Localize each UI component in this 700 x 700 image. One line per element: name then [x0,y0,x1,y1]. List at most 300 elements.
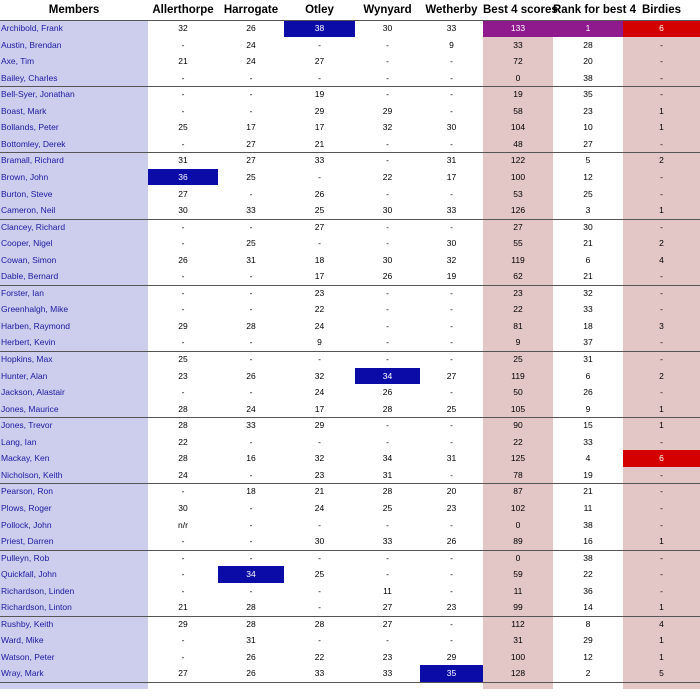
harrogate-cell: 17 [246,122,256,133]
rank-cell: 25 [583,188,593,199]
rank-cell: 33 [583,436,593,447]
table-row [0,103,700,120]
rank-cell: 5 [585,155,591,166]
table-row [0,384,700,401]
best-4-cell: 0 [515,519,521,530]
wetherby-cell: - [450,387,453,398]
rank-cell: 21 [583,271,593,282]
group-divider [0,219,700,220]
otley-cell: - [318,354,321,364]
member-name[interactable]: Jones, Maurice [1,403,59,414]
wynyard-cell: - [386,238,389,249]
group-divider [0,550,700,551]
rank-cell: 22 [583,569,593,580]
wetherby-cell: 35 [420,665,483,682]
member-name[interactable]: Mackay, Ken [1,453,50,464]
birdies-header: Birdies [642,4,681,16]
best-4-cell: 25 [513,354,523,364]
wynyard-cell: 27 [382,618,393,629]
allerthorpe-cell: 25 [178,122,188,133]
harrogate-cell: - [249,536,253,547]
member-name[interactable]: Ward, Mike [1,635,44,646]
otley-cell: - [318,585,321,596]
rank-cell: 12 [583,171,593,182]
rank-cell: 4 [585,453,591,464]
best-4-cell: 125 [510,453,526,464]
otley-cell: - [318,635,321,646]
best-4-cell: 23 [513,287,523,298]
harrogate-cell: 31 [246,254,256,265]
member-name[interactable]: Clancey, Richard [1,221,66,232]
wynyard-cell: - [386,72,389,83]
otley-cell: 24 [314,320,325,331]
birdies-cell: - [660,271,663,282]
group-divider [0,86,700,87]
birdies-cell: - [660,138,663,149]
wetherby-cell: - [450,337,453,348]
allerthorpe-cell: - [181,89,185,100]
wynyard-cell: - [386,304,389,315]
member-name[interactable]: Dable, Bernard [1,271,59,282]
rank-cell: 14 [583,602,593,613]
table-row [0,533,700,550]
wetherby-cell: 27 [446,370,457,381]
harrogate-cell: - [249,436,253,447]
table-row [0,517,700,534]
member-name[interactable]: Harben, Raymond [1,320,70,331]
allerthorpe-cell: 36 [148,169,218,186]
wynyard-cell: 28 [382,486,393,497]
member-name[interactable]: Pearson, Ron [1,486,53,497]
wynyard-cell: - [386,188,389,199]
otley-cell: 21 [314,486,325,497]
rank-cell: 29 [583,635,593,646]
best-4-cell: 100 [510,171,526,182]
birdies-cell: - [660,569,663,580]
table-row [0,583,700,600]
wynyard-cell: - [386,320,389,331]
best-4-cell: 104 [510,122,526,133]
member-name[interactable]: Wray, Mark [1,668,44,679]
member-name[interactable]: Hopkins, Max [1,354,53,364]
member-name[interactable]: Nicholson, Keith [1,469,63,480]
wynyard-cell: 23 [382,651,393,662]
wetherby-cell: 30 [446,238,457,249]
best-4-cell: 128 [510,668,526,679]
harrogate-cell: 26 [246,668,256,679]
table-row [0,186,700,203]
best-4-cell: 90 [513,420,523,431]
rank-cell: 3 [585,205,591,216]
harrogate-cell: - [249,221,253,232]
birdies-cell: - [660,502,663,513]
best-4-cell: 105 [510,403,526,414]
table-row [0,202,700,219]
table-row [0,268,700,285]
member-name[interactable]: Priest, Darren [1,536,54,547]
allerthorpe-cell: - [181,552,185,563]
member-name[interactable]: Forster, Ian [1,287,44,298]
member-name[interactable]: Rushby, Keith [1,618,54,629]
otley-cell: 27 [314,56,325,67]
allerthorpe-cell: 23 [178,370,188,381]
table-row [0,86,700,103]
harrogate-cell: 16 [246,453,256,464]
harrogate-cell: 27 [246,155,256,166]
table-row [0,301,700,318]
allerthorpe-cell: n/r [178,519,188,530]
rank-cell: 6 [585,370,591,381]
wynyard-cell: 34 [382,453,393,464]
otley-header: Otley [305,4,334,16]
wetherby-cell: 30 [446,122,457,133]
wynyard-cell: 25 [382,502,393,513]
best-4-cell: 133 [483,20,553,37]
wynyard-cell: - [386,89,389,100]
otley-cell: - [318,72,321,83]
wynyard-cell: - [386,155,389,166]
rank-cell: 18 [583,320,593,331]
allerthorpe-cell: - [181,138,185,149]
birdies-cell: - [660,387,663,398]
allerthorpe-cell: 28 [178,403,188,414]
wetherby-cell: 17 [446,171,457,182]
wetherby-cell: 9 [449,39,454,50]
member-name[interactable]: Cowan, Simon [1,254,57,265]
otley-cell: 33 [314,155,325,166]
otley-cell: 26 [314,188,325,199]
wetherby-cell: 23 [446,502,457,513]
wetherby-cell: - [450,635,453,646]
harrogate-cell: - [249,354,253,364]
table-row [0,318,700,335]
otley-cell: - [318,39,321,50]
group-divider [0,20,700,21]
wetherby-cell: - [450,221,453,232]
harrogate-cell: - [249,89,253,100]
otley-cell: 29 [314,420,325,431]
best-4-cell: 19 [513,89,523,100]
harrogate-cell: 26 [246,651,256,662]
wetherby-cell: - [450,585,453,596]
wynyard-cell: - [386,569,389,580]
allerthorpe-cell: - [181,271,185,282]
otley-cell: - [318,519,321,530]
member-name[interactable]: Herbert, Kevin [1,337,56,348]
allerthorpe-cell: 22 [178,436,188,447]
rank-cell: 2 [585,668,591,679]
birdies-cell: - [660,39,663,50]
harrogate-cell: - [249,287,253,298]
harrogate-cell: 33 [246,420,256,431]
table-row [0,152,700,169]
wetherby-cell: - [450,56,453,67]
table-row [0,53,700,70]
member-name[interactable]: Boast, Mark [1,105,47,116]
otley-cell: 22 [314,304,325,315]
member-name[interactable]: Jones, Trevor [1,420,53,431]
best-4-cell: 87 [513,486,523,497]
best-4-cell: 72 [513,56,523,67]
wynyard-cell: 31 [382,469,393,480]
rank-cell: 12 [583,651,593,662]
wetherby-cell: - [450,105,453,116]
otley-cell: - [318,436,321,447]
best-4-cell: 22 [513,304,523,315]
otley-cell: 23 [314,469,325,480]
group-divider [0,285,700,286]
member-name[interactable]: Lang, Ian [1,436,37,447]
harrogate-cell: 34 [218,566,284,583]
otley-cell: 38 [284,20,355,37]
allerthorpe-cell: 26 [178,254,188,265]
best-4-cell: 119 [511,254,525,265]
birdies-cell: 2 [659,155,664,166]
harrogate-cell: 24 [246,56,256,67]
member-name[interactable]: Axe, Tim [1,56,35,67]
harrogate-cell: 24 [246,39,256,50]
wynyard-cell: 32 [382,122,393,133]
table-row [0,368,700,385]
wynyard-cell: - [386,420,389,431]
wynyard-cell: - [386,39,389,50]
harrogate-cell: 28 [246,618,256,629]
harrogate-cell: - [249,469,253,480]
wynyard-cell: - [386,519,389,530]
allerthorpe-cell: - [181,221,185,232]
otley-cell: 30 [314,536,325,547]
group-divider [0,417,700,418]
wetherby-cell: - [450,320,453,331]
allerthorpe-cell: - [181,337,185,348]
member-name[interactable]: Hunter, Alan [1,370,48,381]
member-name[interactable]: Cooper, Nigel [1,238,53,249]
table-row [0,566,700,583]
birdies-cell: 1 [659,602,664,613]
otley-cell: 18 [314,254,325,265]
member-name[interactable]: Bramall, Richard [1,155,64,166]
member-name[interactable]: Watson, Peter [1,651,55,662]
otley-cell: 22 [314,651,325,662]
rank-cell: 6 [585,254,591,265]
birdies-cell: - [660,171,663,182]
allerthorpe-cell: 28 [178,453,188,464]
table-row [0,500,700,517]
table-row [0,401,700,418]
member-name[interactable]: Cameron, Neil [1,205,56,216]
birdies-cell: - [660,72,663,83]
otley-cell: 32 [314,370,325,381]
wynyard-header: Wynyard [363,4,412,16]
member-name[interactable]: Burton, Steve [1,188,53,199]
harrogate-cell: 25 [246,238,256,249]
table-row [0,285,700,302]
birdies-cell: 4 [659,254,664,265]
table-row [0,467,700,484]
table-row [0,119,700,136]
member-name[interactable]: Pollock, John [1,519,52,530]
otley-cell: - [318,238,321,249]
otley-cell: 21 [314,138,325,149]
member-name[interactable]: Austin, Brendan [1,39,62,50]
otley-cell: 23 [314,287,325,298]
member-name[interactable]: Bell-Syer, Jonathan [1,89,75,100]
wetherby-cell: 32 [446,254,457,265]
allerthorpe-cell: - [181,536,185,547]
allerthorpe-cell: 31 [178,155,188,166]
wetherby-cell: 25 [446,403,457,414]
table-row [0,252,700,269]
harrogate-cell: - [249,304,253,315]
birdies-cell: 1 [659,420,664,431]
member-name[interactable]: Greenhalgh, Mike [1,304,69,315]
otley-cell: 17 [314,122,325,133]
best-4-cell: 99 [513,602,523,613]
best-4-cell: 119 [511,370,525,381]
wetherby-cell: 19 [446,271,457,282]
best-4-scores-header: Best 4 scores [483,4,558,16]
harrogate-cell: - [249,271,253,282]
wynyard-cell: - [386,287,389,298]
wetherby-cell: - [450,354,453,364]
harrogate-cell: 26 [246,370,256,381]
birdies-cell: 6 [623,450,700,467]
rank-cell: 9 [585,403,591,414]
wynyard-cell: 30 [382,23,393,33]
member-name[interactable]: Pulleyn, Rob [1,552,50,563]
allerthorpe-cell: - [181,387,185,398]
birdies-cell: 1 [659,105,664,116]
birdies-cell: - [660,486,663,497]
wynyard-cell: 34 [355,368,420,385]
wetherby-cell: 26 [446,536,457,547]
allerthorpe-cell: - [181,39,185,50]
wetherby-cell: 31 [446,155,457,166]
wynyard-cell: 30 [382,254,393,265]
best-4-cell: 50 [513,387,523,398]
rank-cell: 8 [585,618,591,629]
allerthorpe-cell: - [181,105,185,116]
wynyard-cell: 26 [382,271,393,282]
member-name[interactable]: Quickfall, John [1,569,57,580]
table-row [0,219,700,236]
table-row [0,434,700,451]
rank-cell: 16 [583,536,593,547]
table-row [0,136,700,153]
harrogate-cell: - [249,387,253,398]
table-row [0,169,700,186]
birdies-cell: - [660,188,663,199]
table-row [0,334,700,351]
birdies-cell: 6 [623,20,700,37]
otley-cell: 28 [314,618,325,629]
best-4-cell: 53 [513,188,523,199]
otley-cell: 17 [314,271,325,282]
otley-cell: 25 [314,205,325,216]
rank-cell: 38 [583,552,593,563]
best-4-cell: 31 [513,635,523,646]
harrogate-cell: - [249,502,253,513]
wetherby-cell: 20 [446,486,457,497]
harrogate-cell: 25 [246,171,256,182]
member-name[interactable]: Brown, John [1,171,49,182]
wynyard-cell: 27 [382,602,393,613]
wetherby-cell: - [450,469,453,480]
allerthorpe-cell: - [181,72,185,83]
wetherby-cell: - [450,569,453,580]
rank-cell: 21 [583,238,593,249]
allerthorpe-cell: - [181,287,185,298]
wynyard-cell: 29 [382,105,393,116]
allerthorpe-cell: - [181,651,185,662]
rank-cell: 38 [583,519,593,530]
table-row [0,450,700,467]
wynyard-cell: 33 [382,536,393,547]
member-name[interactable]: Archibold, Frank [1,23,63,33]
table-row [0,649,700,666]
birdies-cell: 1 [659,122,664,133]
member-name[interactable]: Richardson, Linton [1,602,72,613]
table-row [0,550,700,567]
birdies-cell: - [660,585,663,596]
rank-cell: 30 [583,221,593,232]
harrogate-cell: 27 [246,138,256,149]
wetherby-cell: 33 [446,205,457,216]
rank-cell: 1 [553,20,623,37]
member-name[interactable]: Bollands, Peter [1,122,59,133]
allerthorpe-cell: 32 [178,23,188,33]
birdies-cell: 2 [659,238,664,249]
best-4-cell: 102 [510,502,526,513]
member-name[interactable]: Richardson, Linden [1,585,75,596]
birdies-cell: - [660,221,663,232]
group-divider [0,483,700,484]
member-name[interactable]: Jackson, Alastair [1,387,65,398]
rank-cell: 11 [583,502,593,513]
table-row [0,351,700,368]
allerthorpe-cell: 28 [178,420,188,431]
wynyard-cell: - [386,552,389,563]
wetherby-cell: - [450,89,453,100]
table-row [0,616,700,633]
best-4-cell: 89 [513,536,523,547]
wynyard-cell: - [386,221,389,232]
wetherby-cell: 33 [446,23,457,33]
best-4-cell: 27 [513,221,523,232]
allerthorpe-cell: - [181,238,185,249]
wetherby-cell: 29 [446,651,457,662]
member-name[interactable]: Bottomley, Derek [1,138,66,149]
harrogate-cell: 28 [246,602,256,613]
table-row [0,37,700,54]
member-name[interactable]: Plows, Roger [1,502,52,513]
otley-cell: 32 [314,453,325,464]
wetherby-cell: 23 [446,602,457,613]
otley-cell: 27 [314,221,325,232]
table-row [0,483,700,500]
rank-cell: 36 [583,585,593,596]
allerthorpe-cell: 29 [178,618,188,629]
allerthorpe-cell: 25 [178,354,188,364]
harrogate-cell: 33 [246,205,256,216]
harrogate-cell: - [249,585,253,596]
table-row [0,665,700,682]
otley-cell: 19 [314,89,325,100]
member-name[interactable]: Bailey, Charles [1,72,58,83]
best-4-cell: 11 [513,585,523,596]
birdies-cell: - [660,519,663,530]
wynyard-cell: - [386,56,389,67]
